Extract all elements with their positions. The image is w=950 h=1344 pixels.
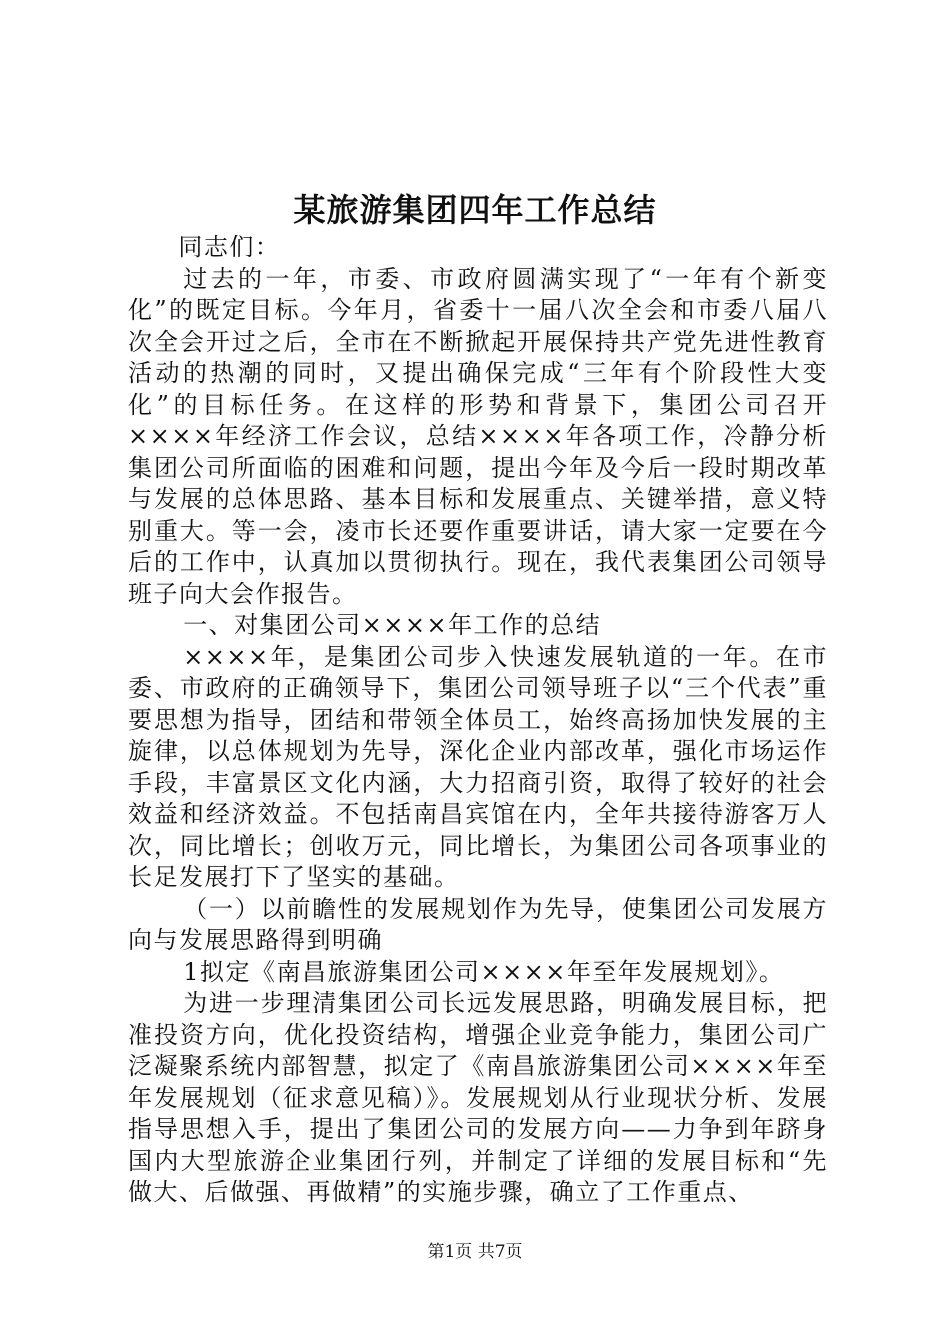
page-number: 第1页 共7页 xyxy=(427,1242,523,1262)
section-heading: 一、对集团公司××××年工作的总结 xyxy=(183,611,602,639)
subsection-heading: （一）以前瞻性的发展规划作为先导，使集团公司发展方向与发展思路得到明确 xyxy=(128,894,828,954)
plan-paragraph: 为进一步理清集团公司长远发展思路，明确发展目标，把准投资方向，优化投资结构，增强企业竞争能力，集团公司广泛凝聚系统内部智慧，拟定了《南昌旅游集团公司××××年至年发展规划（征求意见稿）》。发展规划从行业现状分析、发展指导思想入手，提出了集团公司的发展方向——力争到年跻身国内大型旅游企业集团行列，并制定了详细的发展目标和“先做大、后做强、再做精”的实施步骤，确立了工作重点、 xyxy=(128,989,828,1206)
document-body xyxy=(128,232,828,1209)
summary-paragraph: ××××年，是集团公司步入快速发展轨道的一年。在市委、市政府的正确领导下，集团公司领导班子以“三个代表”重要思想为指导，团结和带领全体员工，始终高扬加快发展的主旋律，以总体规划为先导，深化企业内部改革，强化市场运作手段，丰富景区文化内涵，大力招商引资，取得了较好的社会效益和经济效益。不包括南昌宾馆在内，全年共接待游客万人次，同比增长；创收万元，同比增长，为集团公司各项事业的长足发展打下了坚实的基础。 xyxy=(128,642,828,891)
document-title: 某旅游集团四年工作总结 xyxy=(293,191,657,229)
item-heading: 1拟定《南昌旅游集团公司××××年至年发展规划》。 xyxy=(183,957,785,986)
salutation-paragraph: 同志们： xyxy=(178,233,281,261)
intro-paragraph: 过去的一年，市委、市政府圆满实现了“一年有个新变化”的既定目标。今年月，省委十一届八次全会和市委八届八次全会开过之后，全市在不断掀起开展保持共产党先进性教育活动的热潮的同时，又提出确保完成“三年有个阶段性大变化”的目标任务。在这样的形势和背景下，集团公司召开××××年经济工作会议，总结××××年各项工作，冷静分析集团公司所面临的困难和问题，提出今年及今后一段时期改革与发展的总体思路、基本目标和发展重点、关键举措，意义特别重大。等一会，凌市长还要作重要讲话，请大家一定要在今后的工作中，认真加以贯彻执行。现在，我代表集团公司领导班子向大会作报告。 xyxy=(128,264,828,608)
